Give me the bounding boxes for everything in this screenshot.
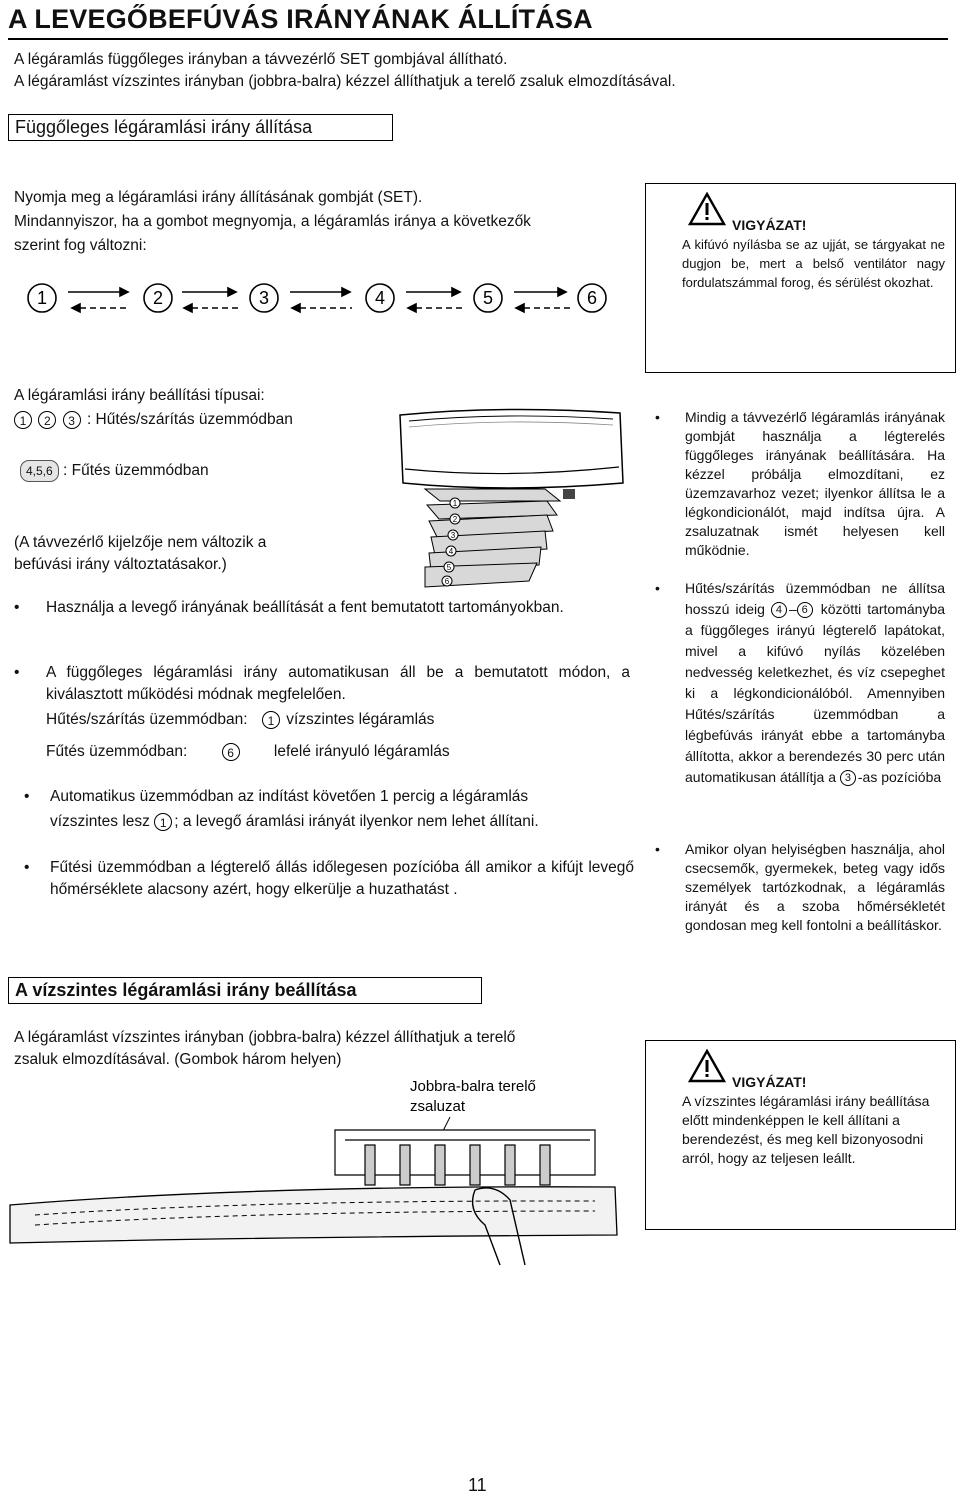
remote-note-2: befúvási irány változtatásakor.) [14, 556, 227, 573]
types-heading: A légáramlási irány beállítási típusai: [14, 387, 265, 404]
horizontal-louver-illustration [5, 1075, 625, 1270]
warning-box-2 [645, 1040, 956, 1230]
heat-nums: 4,5,6 [20, 460, 59, 482]
heating-types-row [20, 460, 209, 482]
svg-text:3: 3 [450, 531, 456, 540]
title-divider [8, 38, 948, 40]
heating-label: : Fűtés üzemmódban [63, 462, 209, 480]
svg-text:1: 1 [452, 499, 458, 508]
page-title: A LEVEGŐBEFÚVÁS IRÁNYÁNAK ÁLLÍTÁSA [8, 4, 593, 34]
warning-text-1: A kifúvó nyílásba se az ujját, se tárgyakat ne dugjon be, mert a belső ventilátor nagy fordulatszámmal forog, és sérülést okozhat. [682, 237, 945, 290]
intro-line-2: A légáramlást vízszintes irányban (jobbra-balra) kézzel állíthatjuk a terelő zsaluk elmozdításával. [14, 73, 676, 90]
cooling-default-line: Hűtés/szárítás üzemmódban: 1 vízszintes légáramlás [46, 711, 435, 728]
seq-step-3: 3 [258, 288, 270, 308]
svg-text:6: 6 [444, 577, 450, 586]
cool-default-num: 1 [262, 711, 280, 729]
set-instruction-2: Mindannyiszor, ha a gombot megnyomja, a légáramlás iránya a következők [14, 213, 531, 230]
cooling-label: : Hűtés/szárítás üzemmódban [86, 411, 293, 428]
svg-text:5: 5 [446, 563, 452, 572]
figure-caption-2: zsaluzat [410, 1098, 466, 1115]
ac-louver-illustration [395, 405, 635, 595]
heating-default-line: Fűtés üzemmódban: 6 lefelé irányuló légáramlás [46, 743, 450, 760]
remote-note-1: (A távvezérlő kijelzője nem változik a [14, 534, 267, 551]
warning-title-1: VIGYÁZAT! [732, 217, 807, 233]
auto-num: 1 [154, 813, 172, 831]
list-item-bullet-1: • Használja a levegő irányának beállítását a fent bemutatott tartományokban. [14, 599, 564, 616]
seq-step-1: 1 [36, 288, 48, 308]
seq-step-2: 2 [152, 288, 164, 308]
section-heading-horizontal: A vízszintes légáramlási irány beállítása [8, 977, 482, 1004]
horizontal-text-1: A légáramlást vízszintes irányban (jobbra-balra) kézzel állíthatjuk a terelő [14, 1029, 516, 1046]
warning-triangle-icon [688, 192, 726, 226]
cool-num-1: 1 [14, 411, 32, 429]
svg-text:4: 4 [448, 547, 454, 556]
seq-step-6: 6 [586, 288, 598, 308]
right-list-item-3: • Amikor olyan helyiségben használja, ahol csecsemők, gyermekek, beteg vagy idős személyek tartózkodnak, a légáramlás irányát és a szoba hőmérsékletét gondosan meg kell fontolni a beállításkor. [655, 841, 945, 933]
cool-num-2: 2 [38, 411, 56, 429]
seq-step-4: 4 [374, 288, 386, 308]
warning-triangle-icon [688, 1049, 726, 1083]
page-number: 11 [468, 1475, 487, 1495]
list-item-bullet-3-cont: vízszintes lesz 1 ; a levegő áramlási irányát ilyenkor nem lehet állítani. [50, 813, 539, 830]
set-instruction: Nyomja meg a légáramlási irány állításának gombját (SET). [14, 189, 423, 206]
cool-num-3: 3 [63, 411, 81, 429]
right-list-item-2: • Hűtés/szárítás üzemmódban ne állítsa hosszú ideig 4 – 6 közötti tartományba a függőleges irányú légterelő lapátokat, mivel a kifúvó nyílás közelében nedvesség keletkezhet, és víz csepeghet ki a légkondicionálóból. Amennyiben Hűtés/szárítás üzemmódban a légbefúvás irányát ebbe a tartományba állította, akkor a berendezés 30 perc után automatikusan átállítja a 3 -as pozícióba [655, 580, 946, 785]
heat-default-num: 6 [222, 743, 240, 761]
intro-line-1: A légáramlás függőleges irányban a távvezérlő SET gombjával állítható. [14, 51, 508, 68]
seq-step-5: 5 [482, 288, 494, 308]
horizontal-text-2: zsaluk elmozdításával. (Gombok három helyen) [14, 1051, 342, 1068]
airflow-sequence-diagram [20, 278, 620, 322]
warning-title-2: VIGYÁZAT! [732, 1074, 807, 1090]
svg-text:2: 2 [452, 515, 458, 524]
list-item-bullet-3: • Automatikus üzemmódban az indítást követően 1 percig a légáramlás [24, 788, 529, 805]
warning-box-1 [645, 183, 956, 373]
cooling-types-row [14, 410, 293, 430]
right-list-item-1: • Mindig a távvezérlő légáramlás irányának gombját használja a légterelés függőleges irányának beállítására. Ha kézzel próbálja elmozdítani, ez üzemzavarhoz vezet; ilyenkor állítsa le a légkondicionálót, majd indítsa újra. A zsaluzatnak ismét helyesen kell működnie. [655, 409, 945, 558]
warning-text-2: A vízszintes légáramlási irány beállítása előtt mindenképpen le kell állítani a berendezést, és meg kell bizonyosodni arról, hogy az teljesen leállt. [682, 1093, 930, 1166]
figure-caption-1: Jobbra-balra terelő [410, 1078, 536, 1095]
section-heading-vertical: Függőleges légáramlási irány állítása [8, 114, 393, 141]
set-instruction-3: szerint fog változni: [14, 237, 147, 254]
list-item-bullet-4: • Fűtési üzemmódban a légterelő állás időlegesen pozícióba áll amikor a kifújt levegő hőmérséklete alacsony azért, hogy elkerülje a huzathatást . [24, 859, 634, 898]
list-item-bullet-2: • A függőleges légáramlási irány automatikusan áll be a bemutatott módon, a kiválasztott működési módnak megfelelően. [14, 664, 630, 703]
